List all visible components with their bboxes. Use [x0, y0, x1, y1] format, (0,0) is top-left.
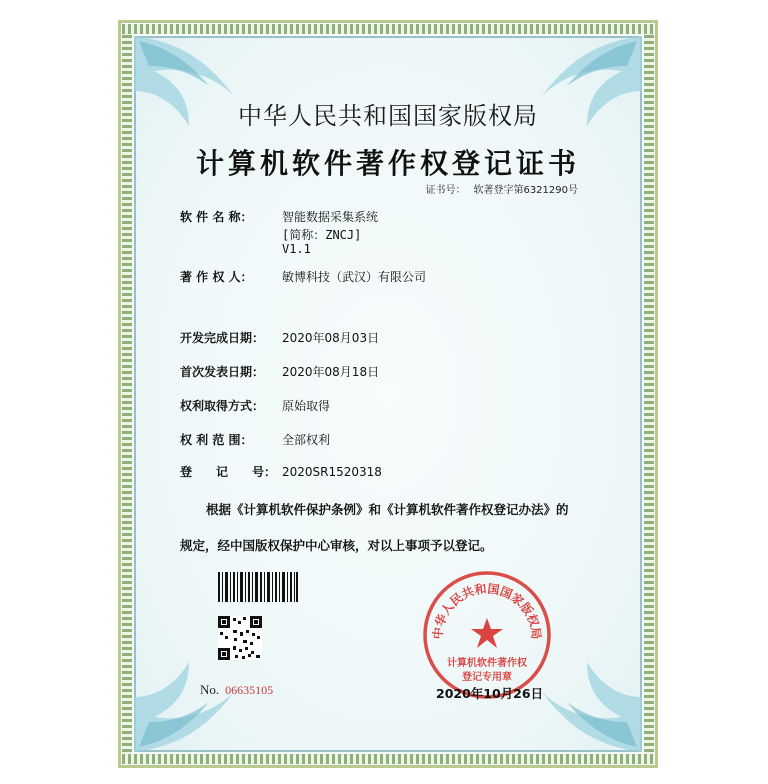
reg-no-row	[180, 463, 382, 480]
seal-line1: 计算机软件著作权	[447, 658, 527, 669]
owner-label: 著 作 权 人：	[180, 270, 253, 284]
software-name-value: 智能数据采集系统	[282, 210, 379, 224]
version: V1.1	[282, 242, 311, 256]
certificate-title: 计算机软件著作权登记证书	[195, 147, 580, 180]
issue-date: 2020年10月26日	[436, 686, 544, 701]
serial-number-value: 06635105	[225, 683, 274, 697]
reg-no-value: 2020SR1520318	[282, 465, 382, 479]
star-icon	[471, 618, 503, 648]
body-text-line1: 根据《计算机软件保护条例》和《计算机软件著作权登记办法》的	[206, 502, 569, 517]
issuer-title: 中华人民共和国国家版权局	[238, 102, 538, 130]
acquire-method-row	[180, 397, 330, 414]
software-name-row	[180, 208, 378, 225]
acquire-method-value: 原始取得	[282, 399, 331, 413]
rights-scope-value: 全部权利	[282, 433, 331, 447]
acquire-method-label: 权利取得方式：	[180, 399, 265, 413]
certificate-number	[425, 181, 578, 196]
dev-complete-row	[180, 329, 379, 346]
first-publish-value: 2020年08月18日	[282, 365, 380, 379]
reg-no-label: 登 记 号：	[180, 465, 277, 479]
barcode-icon	[218, 572, 298, 602]
first-publish-label: 首次发表日期：	[180, 365, 265, 379]
serial-number-row	[200, 682, 273, 698]
owner-value: 敏博科技（武汉）有限公司	[282, 270, 427, 284]
certificate-number-value: 软著登字第6321290号	[473, 185, 578, 196]
software-name-label: 软 件 名 称：	[180, 210, 253, 224]
rights-scope-label: 权 利 范 围：	[180, 433, 253, 447]
seal-arc-text-path: 中华人民共和国国家版权局	[430, 581, 544, 640]
rights-scope-row	[180, 431, 330, 448]
dev-complete-value: 2020年08月03日	[282, 331, 380, 345]
official-seal	[420, 568, 554, 702]
certificate-number-label: 证书号：	[425, 185, 466, 196]
body-text-line2: 规定，经中国版权保护中心审核，对以上事项予以登记。	[180, 538, 493, 553]
short-name: [简称：ZNCJ]	[282, 228, 362, 242]
owner-row	[180, 268, 426, 285]
first-publish-row	[180, 363, 379, 380]
serial-number-label: No.	[200, 682, 220, 697]
dev-complete-label: 开发完成日期：	[180, 331, 265, 345]
seal-line2: 登记专用章	[462, 672, 512, 683]
qr-code-icon	[218, 616, 262, 660]
certificate	[118, 20, 658, 768]
